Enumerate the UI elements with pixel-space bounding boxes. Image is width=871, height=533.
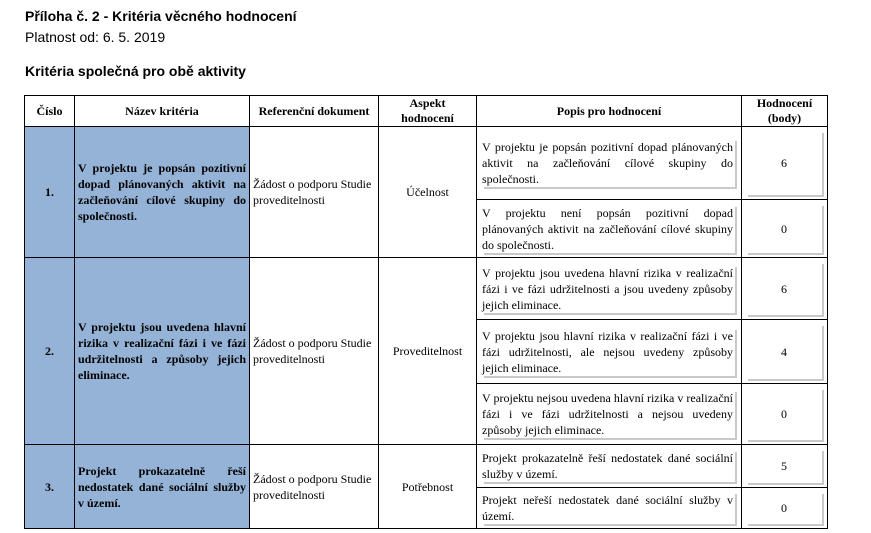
points-cell [742,384,828,445]
table-row [25,127,828,200]
option-description: V projektu nejsou uvedena hlavní rizika v realizační fázi i ve fázi udržitelnosti a nejsou uvedeny způsoby jejich eliminace. [482,391,733,437]
option-points: 6 [746,131,822,195]
section-heading: Kritéria společná pro obě aktivity [25,63,246,79]
option-points: 0 [746,492,822,524]
option-cell [477,320,742,384]
option-points: 6 [746,262,822,315]
points-cell [742,200,828,258]
points-cell [742,488,828,529]
table-row [25,258,828,320]
criterion-number: 1. [25,127,75,258]
col-header-points: Hodnocení (body) [742,96,828,127]
col-header-name: Název kritéria [75,96,250,127]
option-description: Projekt neřeší nedostatek dané sociální služby v území. [482,493,733,523]
option-description: V projektu jsou uvedena hlavní rizika v realizační fázi i ve fázi udržitelnosti a jsou uvedeny způsoby jejich eliminace. [482,265,733,312]
criterion-aspect: Účelnost [379,127,477,258]
col-header-document: Referenční dokument [250,96,379,127]
option-cell [477,258,742,320]
option-points: 5 [746,449,822,483]
col-header-description: Popis pro hodnocení [477,96,742,127]
criterion-document: Žádost o podporu Studie proveditelnosti [250,258,379,445]
criterion-document: Žádost o podporu Studie proveditelnosti [250,127,379,258]
option-description: V projektu jsou hlavní rizika v realizační fázi i ve fázi udržitelnosti, ale nejsou uvedeny způsoby jejich eliminace. [482,328,733,375]
criterion-name: V projektu jsou uvedena hlavní rizika v realizační fázi i ve fázi udržitelnosti a způsoby jejich eliminace. [75,258,250,445]
table-header-row [25,96,828,127]
col-header-number: Číslo [25,96,75,127]
option-points: 0 [746,388,822,440]
criterion-aspect: Potřebnost [379,445,477,529]
option-cell [477,200,742,258]
option-cell [477,488,742,529]
points-cell [742,258,828,320]
table-row [25,445,828,488]
criterion-name: V projektu je popsán pozitivní dopad plánovaných aktivit na začleňování cílové skupiny do společnosti. [75,127,250,258]
option-cell [477,445,742,488]
points-cell [742,127,828,200]
criterion-number: 3. [25,445,75,529]
option-cell [477,384,742,445]
option-points: 4 [746,324,822,379]
validity-date: Platnost od: 6. 5. 2019 [25,29,166,45]
criterion-aspect: Proveditelnost [379,258,477,445]
criterion-document: Žádost o podporu Studie proveditelnosti [250,445,379,529]
option-points: 0 [746,204,822,253]
col-header-aspect: Aspekt hodnocení [379,96,477,127]
points-cell [742,445,828,488]
criterion-number: 2. [25,258,75,445]
document-title: Příloha č. 2 - Kritéria věcného hodnocení [25,8,297,24]
criteria-table [24,95,828,529]
points-cell [742,320,828,384]
criterion-name: Projekt prokazatelně řeší nedostatek dané sociální služby v území. [75,445,250,529]
option-description: V projektu není popsán pozitivní dopad plánovaných aktivit na začleňování cílové skupiny do společnosti. [482,205,733,252]
option-description: V projektu je popsán pozitivní dopad plánovaných aktivit na začleňování cílové skupiny do společnosti. [482,140,733,186]
option-description: Projekt prokazatelně řeší nedostatek dané sociální služby v území. [482,451,733,481]
option-cell [477,127,742,200]
